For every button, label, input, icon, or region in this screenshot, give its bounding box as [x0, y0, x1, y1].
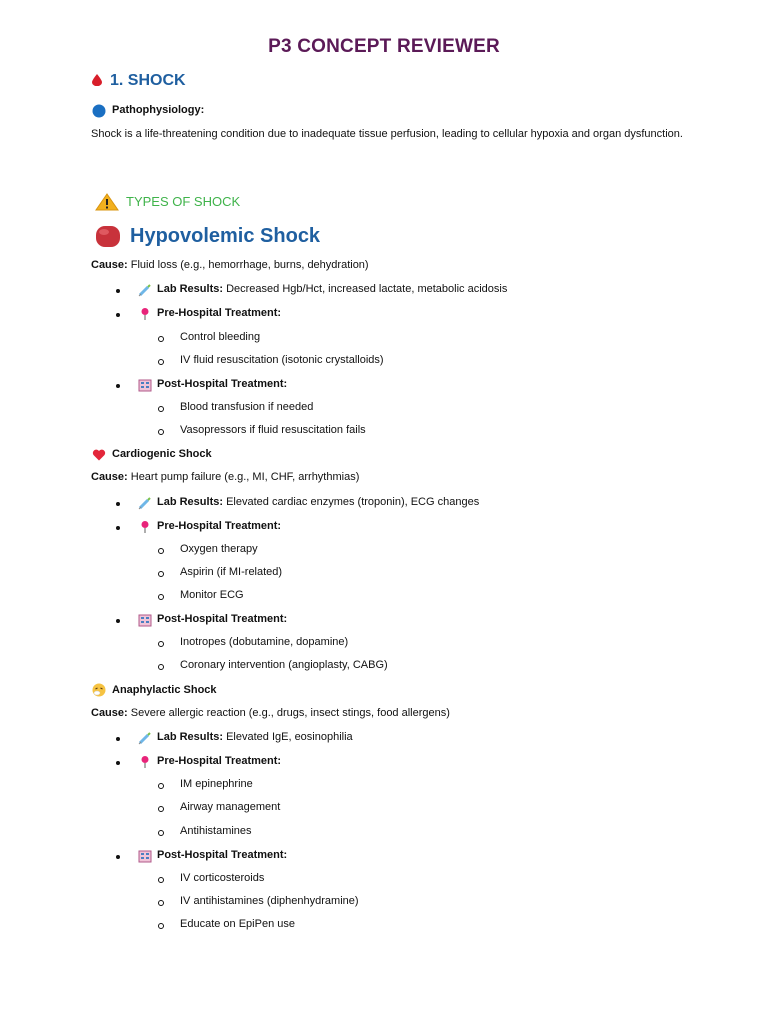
hypo-lab: Lab Results: Decreased Hgb/Hct, increased lactate, metabolic acidosis	[157, 283, 508, 295]
bullet-circle	[158, 877, 164, 883]
hypo-cause: Cause: Fluid loss (e.g., hemorrhage, burns, dehydration)	[91, 259, 369, 271]
section-heading-text: 1. SHOCK	[110, 72, 186, 89]
cardio-pre-item: Aspirin (if MI-related)	[180, 566, 283, 578]
anaph-cause: Cause: Severe allergic reaction (e.g., drugs, insect stings, food allergens)	[91, 707, 450, 719]
anaph-post-item: Educate on EpiPen use	[180, 918, 295, 930]
cardio-post-label: Post-Hospital Treatment:	[157, 613, 288, 625]
cardio-post-item: Inotropes (dobutamine, dopamine)	[180, 636, 349, 648]
anaph-pre-item: IM epinephrine	[180, 778, 253, 790]
red-blob-icon	[95, 225, 121, 248]
syringe-icon	[138, 496, 152, 510]
cardio-lab: Lab Results: Elevated cardiac enzymes (troponin), ECG changes	[157, 496, 480, 508]
section-heading	[92, 72, 186, 90]
hospital-icon	[138, 613, 152, 627]
bullet-dot	[116, 761, 120, 765]
bullet-circle	[158, 783, 164, 789]
bullet-circle	[158, 429, 164, 435]
bullet-circle	[158, 806, 164, 812]
bullet-dot	[116, 289, 120, 293]
cardio-post-item: Coronary intervention (angioplasty, CABG)	[180, 659, 388, 671]
anaph-pre-item: Airway management	[180, 801, 281, 813]
syringe-icon	[138, 283, 152, 297]
bullet-circle	[158, 664, 164, 670]
pushpin-icon	[138, 307, 152, 321]
hospital-icon	[138, 378, 152, 392]
bullet-dot	[116, 313, 120, 317]
bullet-circle	[158, 571, 164, 577]
patho-label: Pathophysiology:	[112, 104, 205, 116]
warning-icon	[95, 193, 119, 211]
bullet-dot	[116, 619, 120, 623]
blood-drop-icon	[92, 74, 102, 86]
bullet-dot	[116, 737, 120, 741]
hospital-icon	[138, 849, 152, 863]
hypovolemic-title: Hypovolemic Shock	[130, 225, 321, 247]
bullet-dot	[116, 502, 120, 506]
pushpin-icon	[138, 755, 152, 769]
page-title: P3 CONCEPT REVIEWER	[268, 36, 500, 57]
cardiogenic-title: Cardiogenic Shock	[112, 448, 212, 460]
heart-icon	[92, 448, 106, 462]
cardio-pre-item: Monitor ECG	[180, 589, 244, 601]
hypo-post-item: Blood transfusion if needed	[180, 401, 314, 413]
bullet-dot	[116, 384, 120, 388]
bullet-circle	[158, 336, 164, 342]
hypo-pre-item: Control bleeding	[180, 331, 261, 343]
anaph-pre-item: Antihistamines	[180, 825, 252, 837]
bullet-circle	[158, 594, 164, 600]
bullet-circle	[158, 548, 164, 554]
types-heading: TYPES OF SHOCK	[126, 194, 241, 209]
bullet-circle	[158, 641, 164, 647]
hypo-pre-label: Pre-Hospital Treatment:	[157, 307, 282, 319]
syringe-icon	[138, 731, 152, 745]
cardio-pre-label: Pre-Hospital Treatment:	[157, 520, 282, 532]
hypo-post-label: Post-Hospital Treatment:	[157, 378, 288, 390]
bullet-dot	[116, 855, 120, 859]
bullet-dot	[116, 526, 120, 530]
anaph-post-item: IV antihistamines (diphenhydramine)	[180, 895, 359, 907]
cardio-cause: Cause: Heart pump failure (e.g., MI, CHF, arrhythmias)	[91, 471, 360, 483]
anaph-lab: Lab Results: Elevated IgE, eosinophilia	[157, 731, 353, 743]
bullet-circle	[158, 359, 164, 365]
hypo-post-item: Vasopressors if fluid resuscitation fails	[180, 424, 366, 436]
bullet-circle	[158, 830, 164, 836]
anaph-post-item: IV corticosteroids	[180, 872, 265, 884]
patho-text: Shock is a life-threatening condition due to inadequate tissue perfusion, leading to cellular hypoxia and organ dysfunction.	[91, 128, 683, 140]
bullet-circle	[158, 923, 164, 929]
bullet-circle	[158, 900, 164, 906]
blue-circle-icon	[92, 104, 106, 118]
hypo-pre-item: IV fluid resuscitation (isotonic crystalloids)	[180, 354, 384, 366]
anaph-pre-label: Pre-Hospital Treatment:	[157, 755, 282, 767]
bullet-circle	[158, 406, 164, 412]
pushpin-icon	[138, 520, 152, 534]
anaphylactic-title: Anaphylactic Shock	[112, 684, 217, 696]
anaph-post-label: Post-Hospital Treatment:	[157, 849, 288, 861]
cardio-pre-item: Oxygen therapy	[180, 543, 258, 555]
sneezing-face-icon	[92, 683, 106, 697]
